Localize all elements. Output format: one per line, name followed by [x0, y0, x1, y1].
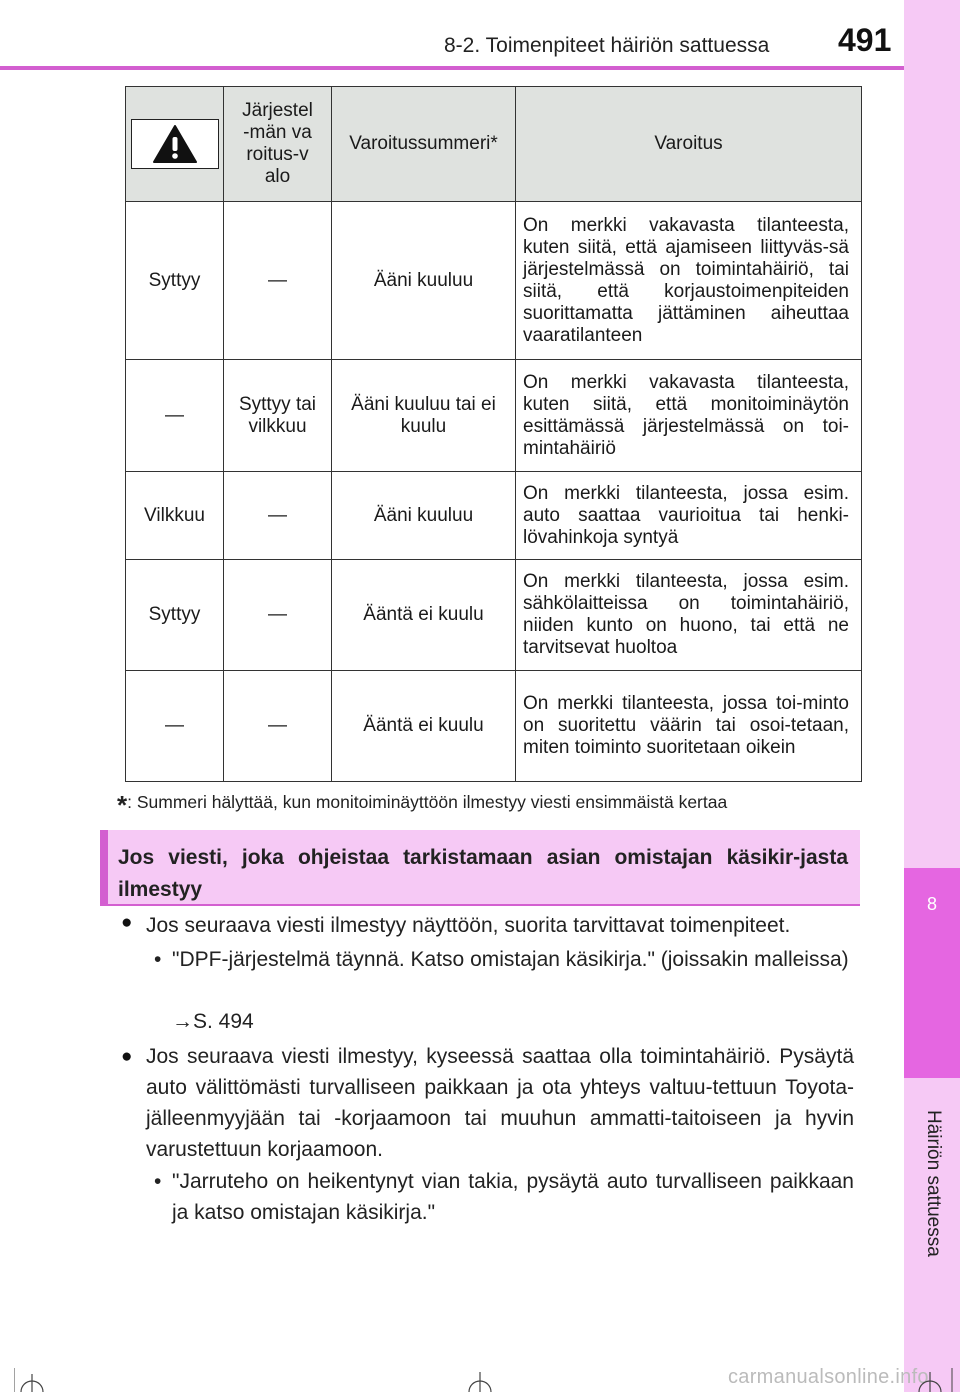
warning-triangle-icon: [131, 119, 219, 169]
list-item: Jos seuraava viesti ilmestyy, kyseessä saattaa olla toimintahäiriö. Pysäytä auto välittömästi turvalliseen paikkaan ja ota yhteys valtuu-tettuun Toyota-jälleenmyyjään tai -korjaamoon tai muuhun ammatti-taitoiseen ja hyvin varustettuun korjaamoon.: [146, 1045, 854, 1161]
table-row: Vilkkuu — Ääni kuuluu On merkki tilanteesta, jossa esim. auto saattaa vaurioitua tai henki-lövahinkoja syntyä: [126, 472, 862, 560]
chapter-label: Häiriön sattuessa: [923, 1110, 944, 1257]
chapter-tab[interactable]: [904, 868, 960, 1078]
header-title: 8-2. Toimenpiteet häiriön sattuessa: [444, 34, 770, 57]
bullet-dot-icon: ●: [121, 912, 133, 933]
page-reference-link[interactable]: →S. 494: [172, 1010, 254, 1033]
warning-table: [125, 86, 862, 782]
crop-mark-icon: [906, 1368, 956, 1392]
table-row: — Syttyy tai vilkkuu Ääni kuuluu tai ei kuulu On merkki vakavasta tilanteesta, kuten siitä, että monitoiminäytön esittämässä järjestelmässä on toi-mintahäiriö: [126, 360, 862, 472]
watermark: carmanualsonline.info: [728, 1366, 929, 1388]
list-item: Jos seuraava viesti ilmestyy näyttöön, suorita tarvittavat toimenpiteet.: [146, 914, 791, 937]
header-system-light: Järjestel-män varoitus-valo: [224, 87, 332, 202]
section-heading: Jos viesti, joka ohjeistaa tarkistamaan asian omistajan käsikir-jasta ilmestyy: [100, 830, 860, 904]
sub-list-item: "DPF-järjestelmä täynnä. Katso omistajan käsikirja." (joissakin malleissa): [172, 948, 849, 971]
crop-mark-icon: [14, 1368, 54, 1392]
table-row: Syttyy — Ääni kuuluu On merkki vakavasta tilanteesta, kuten siitä, että ajamiseen liittyväs-sä järjestelmässä on toimintahäiriö, tai siitä, että korjaustoimenpiteiden suorittamatta jättäminen aiheuttaa vaaratilanteen: [126, 202, 862, 360]
table-header-row: [126, 87, 862, 202]
header-icon-cell: [126, 87, 224, 202]
table-footnote: *: Summeri hälyttää, kun monitoiminäyttöön ilmestyy viesti ensimmäistä kertaa: [117, 790, 728, 820]
section-rule: [100, 904, 860, 906]
bullet-dot-icon: ●: [121, 1046, 133, 1067]
sub-bullet-icon: •: [154, 948, 162, 971]
crop-mark-icon: [458, 1368, 502, 1392]
header-divider: [0, 66, 904, 70]
sub-list-item: "Jarruteho on heikentynyt vian takia, pysäytä auto turvalliseen paikkaan ja katso omistajan käsikirja.": [172, 1170, 854, 1224]
header-warning: Varoitus: [516, 87, 862, 202]
header-buzzer: Varoitussummeri*: [332, 87, 516, 202]
page-number: 491: [838, 22, 892, 58]
chapter-number: 8: [926, 894, 937, 914]
table-row: Syttyy — Ääntä ei kuulu On merkki tilanteesta, jossa esim. sähkölaitteissa on toimintahäiriö, niiden kunto on huono, tai että ne tarvitsevat huoltoa: [126, 560, 862, 671]
table-row: — — Ääntä ei kuulu On merkki tilanteesta, jossa toi-minto on suoritettu väärin tai osoi-tetaan, miten toiminto suoritetaan oikein: [126, 671, 862, 782]
sub-bullet-icon: •: [154, 1170, 162, 1193]
